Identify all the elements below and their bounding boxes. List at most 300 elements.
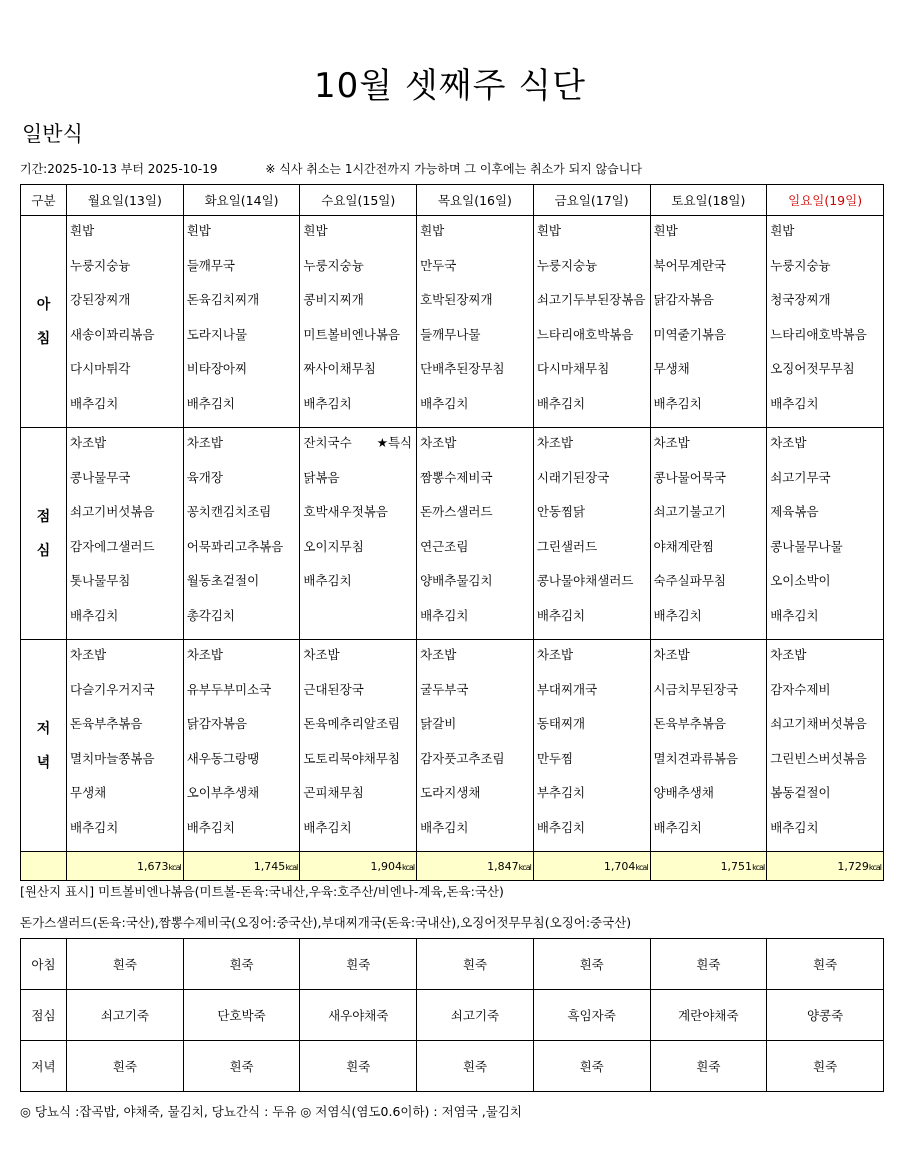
menu-item bbox=[70, 748, 183, 783]
menu-item-text: 육개장 bbox=[186, 469, 223, 485]
menu-item bbox=[770, 255, 883, 290]
menu-item bbox=[70, 570, 183, 605]
menu-item-text: 총각김치 bbox=[186, 607, 236, 623]
menu-cell bbox=[533, 216, 650, 428]
menu-item-text: 청국장찌개 bbox=[770, 292, 831, 307]
menu-item bbox=[420, 713, 533, 748]
menu-item-text: 쇠고기무국 bbox=[770, 469, 831, 485]
menu-item bbox=[770, 358, 883, 393]
menu-item bbox=[187, 570, 300, 605]
menu-item bbox=[537, 324, 650, 359]
menu-cell bbox=[417, 640, 534, 852]
porridge-item: 흰죽 bbox=[767, 1041, 884, 1092]
period-range: 기간:2025-10-13 부터 2025-10-19 bbox=[20, 162, 218, 176]
menu-item bbox=[654, 644, 767, 679]
menu-item-text: 콩비지찌개 bbox=[303, 292, 364, 307]
menu-item-text: 쇠고기불고기 bbox=[653, 504, 726, 519]
menu-item bbox=[420, 605, 533, 640]
menu-item-text: 양배추물김치 bbox=[420, 573, 493, 588]
origin-label-line-1: [원산지 표시] 미트볼비엔나볶음(미트볼-돈육:국내산,우육:호주산/비엔나-계육,돈육:국산) bbox=[20, 884, 504, 899]
menu-item-text: 배추김치 bbox=[303, 395, 352, 411]
menu-item-text: 누룽지숭늉 bbox=[536, 257, 598, 273]
menu-item-text: 배추김치 bbox=[186, 819, 236, 835]
menu-item bbox=[303, 289, 416, 324]
menu-item-text: 그린샐러드 bbox=[536, 538, 598, 554]
menu-item bbox=[187, 432, 300, 467]
menu-item-text: 새우동그랑땡 bbox=[186, 750, 260, 766]
menu-item-text: 배추김치 bbox=[420, 395, 469, 411]
menu-item-text: 굴두부국 bbox=[420, 681, 469, 697]
calorie-cell bbox=[183, 852, 300, 881]
menu-item bbox=[770, 467, 883, 502]
menu-item bbox=[770, 501, 883, 536]
menu-item-text: 차조밥 bbox=[420, 435, 457, 450]
menu-item-text: 닭갈비 bbox=[420, 716, 457, 731]
porridge-row bbox=[21, 1041, 884, 1092]
menu-item bbox=[70, 467, 183, 502]
menu-item bbox=[770, 644, 883, 679]
menu-item-text: 오이부추생채 bbox=[186, 785, 260, 800]
menu-item-text: 월동초겉절이 bbox=[186, 573, 260, 588]
menu-item bbox=[303, 220, 416, 255]
menu-cell bbox=[67, 428, 184, 640]
menu-item bbox=[537, 432, 650, 467]
menu-item bbox=[420, 570, 533, 605]
menu-item-text: 무생채 bbox=[653, 361, 690, 376]
calorie-row bbox=[21, 852, 884, 881]
porridge-menu-table bbox=[20, 938, 884, 1092]
menu-item-text: 배추김치 bbox=[303, 573, 352, 588]
meal-row bbox=[21, 216, 884, 428]
calorie-value: 1,673 bbox=[137, 859, 169, 873]
period-line bbox=[20, 160, 642, 177]
menu-item bbox=[187, 644, 300, 679]
page-title: 10월 셋째주 식단 bbox=[314, 66, 586, 106]
menu-item-text: 감자수제비 bbox=[770, 681, 831, 697]
porridge-item: 양콩죽 bbox=[767, 990, 884, 1041]
porridge-item: 흰죽 bbox=[767, 939, 884, 990]
menu-item-text: 다시마채무침 bbox=[536, 361, 610, 376]
menu-item-text: 도토리묵야채무침 bbox=[303, 750, 401, 766]
menu-item bbox=[654, 713, 767, 748]
menu-item-text: 들깨무국 bbox=[186, 257, 236, 273]
meal-row bbox=[21, 640, 884, 852]
header-day: 월요일(13일) bbox=[67, 185, 184, 216]
menu-item-text: 콩나물무나물 bbox=[770, 538, 843, 554]
menu-item-text: 부대찌개국 bbox=[536, 681, 598, 697]
menu-item bbox=[770, 817, 883, 852]
menu-item bbox=[187, 605, 300, 640]
calorie-cell bbox=[533, 852, 650, 881]
menu-cell bbox=[767, 428, 884, 640]
menu-item bbox=[537, 817, 650, 852]
menu-item-text: 짬뽕수제비국 bbox=[420, 469, 493, 485]
menu-item-text: 양배추생채 bbox=[653, 785, 714, 800]
menu-item-text: 부추김치 bbox=[536, 785, 586, 800]
weekly-menu-table bbox=[20, 184, 884, 881]
menu-item-text: 차조밥 bbox=[770, 647, 807, 662]
menu-item bbox=[187, 358, 300, 393]
menu-item-text: 잔치국수 bbox=[303, 435, 352, 450]
header-day: 금요일(17일) bbox=[533, 185, 650, 216]
menu-item-text: 배추김치 bbox=[653, 607, 702, 623]
porridge-item: 쇠고기죽 bbox=[417, 990, 534, 1041]
menu-item-text: 차조밥 bbox=[186, 435, 223, 450]
menu-cell bbox=[300, 640, 417, 852]
menu-item-text: 배추김치 bbox=[770, 395, 819, 411]
menu-item bbox=[187, 220, 300, 255]
menu-item-text: 흰밥 bbox=[770, 223, 795, 238]
menu-item-text: 쇠고기채버섯볶음 bbox=[770, 716, 867, 731]
menu-item-text: 차조밥 bbox=[770, 435, 807, 450]
menu-item-text: 멸치견과류볶음 bbox=[653, 750, 739, 766]
menu-item-text: 안동찜닭 bbox=[536, 504, 586, 519]
porridge-item: 흰죽 bbox=[300, 939, 417, 990]
meal-label bbox=[21, 428, 67, 640]
header-day: 수요일(15일) bbox=[300, 185, 417, 216]
menu-item bbox=[537, 748, 650, 783]
porridge-item: 흰죽 bbox=[533, 1041, 650, 1092]
menu-item bbox=[420, 324, 533, 359]
menu-item-text: 콩나물어묵국 bbox=[653, 469, 726, 485]
menu-item bbox=[187, 289, 300, 324]
menu-item bbox=[187, 467, 300, 502]
porridge-item: 계란야채죽 bbox=[650, 990, 767, 1041]
menu-item-text: 오이지무침 bbox=[303, 538, 364, 554]
menu-item bbox=[537, 536, 650, 571]
menu-item-text: 차조밥 bbox=[70, 647, 107, 662]
menu-item-text: 다슬기우거지국 bbox=[70, 681, 155, 697]
menu-item bbox=[654, 782, 767, 817]
menu-cell bbox=[183, 216, 300, 428]
menu-item bbox=[770, 220, 883, 255]
calorie-unit: kcal bbox=[752, 862, 765, 872]
porridge-meal-label: 점심 bbox=[21, 990, 67, 1041]
menu-item-text: 도라지나물 bbox=[186, 326, 248, 342]
header-day: 토요일(18일) bbox=[650, 185, 767, 216]
menu-item bbox=[70, 432, 183, 467]
menu-item-text: 어묵꽈리고추볶음 bbox=[186, 538, 284, 554]
menu-item-text: 흰밥 bbox=[420, 223, 445, 238]
porridge-item: 흰죽 bbox=[417, 1041, 534, 1092]
menu-item-text: 돈육메추리알조림 bbox=[303, 716, 401, 731]
menu-item-text: 톳나물무침 bbox=[70, 573, 131, 588]
menu-item-text: 돈육김치찌개 bbox=[186, 292, 260, 307]
porridge-item: 흰죽 bbox=[300, 1041, 417, 1092]
menu-item bbox=[187, 713, 300, 748]
porridge-item: 흑임자죽 bbox=[533, 990, 650, 1041]
origin-label-line-2: 돈가스샐러드(돈육:국산),짬뽕수제비국(오징어:중국산),부대찌개국(돈육:국내산),오징어젓무무침(오징어:중국산) bbox=[20, 915, 632, 930]
menu-item-text: 단배추된장무침 bbox=[420, 361, 505, 376]
menu-item bbox=[537, 782, 650, 817]
menu-item bbox=[654, 220, 767, 255]
menu-item bbox=[537, 679, 650, 714]
menu-cell bbox=[300, 428, 417, 640]
menu-item-text: 배추김치 bbox=[653, 395, 702, 411]
menu-item-text: 돈육부추볶음 bbox=[70, 716, 143, 731]
menu-item bbox=[537, 644, 650, 679]
menu-item bbox=[70, 782, 183, 817]
menu-item bbox=[654, 358, 767, 393]
menu-cell bbox=[767, 216, 884, 428]
menu-item-text: 오이소박이 bbox=[770, 573, 831, 588]
menu-item bbox=[537, 358, 650, 393]
menu-item-text: 배추김치 bbox=[420, 607, 469, 623]
menu-item bbox=[70, 679, 183, 714]
menu-item bbox=[654, 817, 767, 852]
menu-item bbox=[303, 817, 416, 852]
menu-item bbox=[70, 289, 183, 324]
calorie-value: 1,904 bbox=[370, 859, 402, 873]
menu-item bbox=[187, 393, 300, 428]
menu-item bbox=[187, 782, 300, 817]
menu-cell bbox=[533, 640, 650, 852]
menu-item-text: 들깨무나물 bbox=[420, 326, 481, 342]
menu-item bbox=[303, 536, 416, 571]
meal-label-char: 침 bbox=[36, 330, 51, 347]
cancel-notice: ※ 식사 취소는 1시간전까지 가능하며 그 이후에는 취소가 되지 않습니다 bbox=[265, 162, 642, 176]
menu-cell bbox=[183, 428, 300, 640]
menu-item bbox=[70, 817, 183, 852]
menu-cell bbox=[650, 428, 767, 640]
menu-item bbox=[420, 432, 533, 467]
menu-item bbox=[70, 605, 183, 640]
menu-item bbox=[537, 713, 650, 748]
porridge-item: 흰죽 bbox=[183, 1041, 300, 1092]
menu-cell bbox=[417, 216, 534, 428]
menu-item-text: 닭볶음 bbox=[303, 469, 340, 485]
menu-item-text: 차조밥 bbox=[420, 647, 457, 662]
menu-item bbox=[187, 501, 300, 536]
calorie-unit: kcal bbox=[168, 862, 181, 872]
menu-item bbox=[770, 748, 883, 783]
menu-item-text: 만두국 bbox=[420, 257, 457, 273]
menu-item bbox=[303, 748, 416, 783]
menu-item bbox=[420, 393, 533, 428]
calorie-unit: kcal bbox=[401, 862, 415, 872]
menu-item-text: 배추김치 bbox=[536, 395, 586, 411]
calorie-cell bbox=[767, 852, 884, 881]
menu-item-text: 콩나물야채샐러드 bbox=[536, 573, 634, 588]
menu-item-text: 꽁치캔김치조림 bbox=[186, 504, 272, 519]
menu-item-text: 유부두부미소국 bbox=[186, 681, 272, 697]
menu-item-text: 차조밥 bbox=[653, 435, 690, 450]
menu-item bbox=[420, 358, 533, 393]
meal-label-char: 점 bbox=[36, 508, 51, 525]
menu-item bbox=[70, 393, 183, 428]
menu-item bbox=[187, 536, 300, 571]
header-day-sunday: 일요일(19일) bbox=[767, 185, 884, 216]
menu-item bbox=[654, 570, 767, 605]
menu-item bbox=[303, 255, 416, 290]
menu-item-text: 연근조림 bbox=[420, 538, 469, 554]
menu-item bbox=[770, 324, 883, 359]
menu-item bbox=[537, 393, 650, 428]
porridge-item: 흰죽 bbox=[417, 939, 534, 990]
menu-item-text: 감자풋고추조림 bbox=[420, 750, 505, 766]
porridge-item: 흰죽 bbox=[67, 939, 184, 990]
calorie-unit: kcal bbox=[518, 862, 531, 872]
menu-item-text: 배추김치 bbox=[70, 395, 119, 411]
meal-label-char: 심 bbox=[36, 542, 51, 559]
menu-item bbox=[537, 605, 650, 640]
menu-item bbox=[187, 748, 300, 783]
menu-item-text: 닭감자볶음 bbox=[186, 716, 248, 731]
menu-item-text: 콩나물무국 bbox=[70, 469, 131, 485]
porridge-item: 흰죽 bbox=[67, 1041, 184, 1092]
menu-item bbox=[537, 289, 650, 324]
porridge-meal-label: 아침 bbox=[21, 939, 67, 990]
menu-item bbox=[70, 536, 183, 571]
menu-cell bbox=[650, 640, 767, 852]
menu-item-text: 느타리애호박볶음 bbox=[536, 326, 634, 342]
porridge-row bbox=[21, 939, 884, 990]
menu-item bbox=[303, 393, 416, 428]
menu-item bbox=[537, 220, 650, 255]
calorie-value: 1,745 bbox=[253, 859, 286, 873]
menu-item-text: 배추김치 bbox=[420, 819, 469, 835]
menu-item-text: 그린빈스버섯볶음 bbox=[770, 750, 867, 766]
menu-item-text: 느타리애호박볶음 bbox=[770, 326, 867, 342]
menu-item bbox=[654, 467, 767, 502]
menu-item-text: 배추김치 bbox=[303, 819, 352, 835]
menu-item-text: 흰밥 bbox=[653, 223, 678, 238]
calorie-cell bbox=[650, 852, 767, 881]
menu-item-text: 배추김치 bbox=[70, 607, 119, 623]
menu-item bbox=[654, 393, 767, 428]
menu-item bbox=[70, 358, 183, 393]
menu-item-text: 차조밥 bbox=[70, 435, 107, 450]
menu-item-text: 누룽지숭늉 bbox=[70, 257, 131, 273]
menu-item-text: 미트볼비엔나볶음 bbox=[303, 326, 401, 342]
menu-item-text: 배추김치 bbox=[186, 395, 236, 411]
porridge-meal-label: 저녁 bbox=[21, 1041, 67, 1092]
menu-item bbox=[187, 255, 300, 290]
header-day: 목요일(16일) bbox=[417, 185, 534, 216]
menu-item bbox=[420, 817, 533, 852]
menu-cell bbox=[300, 216, 417, 428]
menu-item bbox=[187, 324, 300, 359]
menu-cell bbox=[417, 428, 534, 640]
menu-cell bbox=[533, 428, 650, 640]
menu-item-text: 강된장찌개 bbox=[70, 292, 131, 307]
menu-item-text: 누룽지숭늉 bbox=[303, 257, 364, 273]
menu-item bbox=[654, 432, 767, 467]
menu-item-text: 도라지생채 bbox=[420, 785, 481, 800]
meal-label bbox=[21, 216, 67, 428]
menu-item bbox=[654, 324, 767, 359]
menu-item bbox=[420, 501, 533, 536]
menu-item bbox=[770, 432, 883, 467]
menu-item bbox=[770, 713, 883, 748]
header-day: 화요일(14일) bbox=[183, 185, 300, 216]
porridge-item: 흰죽 bbox=[650, 939, 767, 990]
menu-item-text: 비타장아찌 bbox=[186, 361, 248, 376]
menu-item-text: 호박새우젓볶음 bbox=[303, 504, 388, 519]
menu-item bbox=[654, 289, 767, 324]
calorie-unit: kcal bbox=[635, 862, 648, 872]
menu-item-text: 숙주실파무침 bbox=[653, 573, 726, 588]
menu-cell bbox=[67, 640, 184, 852]
menu-item bbox=[303, 713, 416, 748]
menu-item-text: 차조밥 bbox=[536, 435, 574, 450]
menu-item bbox=[420, 679, 533, 714]
menu-item bbox=[303, 324, 416, 359]
menu-item-text: 짜사이채무침 bbox=[303, 361, 376, 376]
calorie-value: 1,704 bbox=[603, 859, 636, 873]
menu-item bbox=[537, 255, 650, 290]
menu-item bbox=[770, 289, 883, 324]
porridge-item: 단호박죽 bbox=[183, 990, 300, 1041]
menu-item bbox=[654, 748, 767, 783]
menu-item bbox=[420, 644, 533, 679]
menu-item bbox=[420, 467, 533, 502]
menu-item bbox=[654, 679, 767, 714]
calorie-value: 1,729 bbox=[837, 859, 869, 873]
menu-item-text: 만두찜 bbox=[536, 750, 574, 766]
menu-item bbox=[537, 570, 650, 605]
diet-note-footer: ◎ 당뇨식 :잡곡밥, 야채죽, 물김치, 당뇨간식 : 두유 ◎ 저염식(염도0.6이하) : 저염국 ,물김치 bbox=[20, 1104, 522, 1119]
menu-item bbox=[420, 220, 533, 255]
menu-item bbox=[187, 679, 300, 714]
menu-item bbox=[70, 324, 183, 359]
menu-item bbox=[303, 644, 416, 679]
menu-item bbox=[303, 501, 416, 536]
menu-item bbox=[654, 536, 767, 571]
menu-item-text: 북어무계란국 bbox=[653, 257, 726, 273]
menu-item bbox=[70, 220, 183, 255]
menu-item-text: 감자에그샐러드 bbox=[70, 538, 155, 554]
porridge-item: 쇠고기죽 bbox=[67, 990, 184, 1041]
calorie-label-cell bbox=[21, 852, 67, 881]
calorie-cell bbox=[417, 852, 534, 881]
menu-item-text: 배추김치 bbox=[653, 819, 702, 835]
menu-item-text: 누룽지숭늉 bbox=[770, 257, 831, 273]
porridge-item: 흰죽 bbox=[650, 1041, 767, 1092]
porridge-item: 흰죽 bbox=[183, 939, 300, 990]
menu-item-text: 오징어젓무무침 bbox=[770, 361, 855, 376]
menu-item-text: 배추김치 bbox=[536, 607, 586, 623]
menu-item-text: 무생채 bbox=[70, 785, 107, 800]
menu-item-text: 배추김치 bbox=[770, 607, 819, 623]
meal-label-char: 녁 bbox=[36, 754, 51, 771]
menu-item bbox=[654, 501, 767, 536]
menu-item bbox=[537, 467, 650, 502]
menu-item-text: 배추김치 bbox=[70, 819, 119, 835]
meal-label-char: 저 bbox=[36, 720, 51, 737]
menu-item bbox=[770, 570, 883, 605]
menu-item bbox=[70, 501, 183, 536]
menu-header-row bbox=[21, 185, 884, 216]
menu-item bbox=[654, 605, 767, 640]
menu-item bbox=[303, 679, 416, 714]
menu-item bbox=[70, 644, 183, 679]
menu-cell bbox=[767, 640, 884, 852]
menu-item bbox=[537, 501, 650, 536]
meal-label bbox=[21, 640, 67, 852]
calorie-unit: kcal bbox=[868, 862, 881, 872]
menu-item-text: 차조밥 bbox=[186, 647, 223, 662]
menu-item bbox=[770, 782, 883, 817]
menu-item-text: 야채계란찜 bbox=[653, 538, 714, 554]
menu-cell bbox=[67, 216, 184, 428]
menu-item bbox=[420, 536, 533, 571]
menu-item bbox=[70, 255, 183, 290]
porridge-row bbox=[21, 990, 884, 1041]
menu-item bbox=[303, 467, 416, 502]
menu-item-text: 흰밥 bbox=[70, 223, 95, 238]
menu-item bbox=[654, 255, 767, 290]
